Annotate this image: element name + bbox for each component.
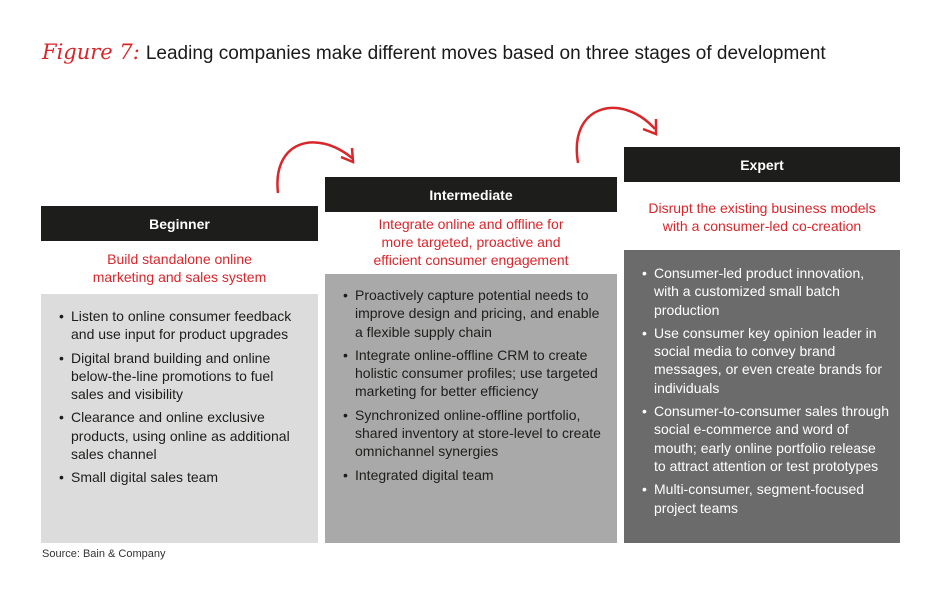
stage-header-expert: Expert: [624, 147, 900, 182]
list-item: • Integrate online-offline CRM to create holistic consumer profiles; use targeted marketing for better efficiency: [343, 346, 603, 401]
subtitle-line: more targeted, proactive and: [381, 234, 561, 250]
stage-header-intermediate: Intermediate: [325, 177, 617, 212]
list-item: • Use consumer key opinion leader in social media to convey brand messages, or even create brands for individuals: [642, 324, 890, 397]
stage-subtitle-intermediate: [325, 215, 617, 269]
list-item: • Proactively capture potential needs to improve design and pricing, and enable a flexible supply chain: [343, 286, 603, 341]
figure-label: Figure 7:: [42, 40, 140, 64]
stage-subtitle-beginner: [41, 250, 318, 286]
stage-header-beginner: Beginner: [41, 206, 318, 241]
list-item: • Listen to online consumer feedback and use input for product upgrades: [59, 307, 304, 344]
list-item: • Small digital sales team: [59, 468, 304, 486]
subtitle-line: with a consumer-led co-creation: [662, 218, 862, 234]
subtitle-line: Integrate online and offline for: [378, 216, 564, 232]
subtitle-line: Disrupt the existing business models: [648, 200, 876, 216]
list-item: • Consumer-to-consumer sales through social e-commerce and word of mouth; early online portfolio release to attract attention or test prototypes: [642, 402, 890, 475]
stage-panel-intermediate: [325, 274, 617, 543]
stage-subtitle-expert: [624, 199, 900, 235]
subtitle-line: marketing and sales system: [92, 269, 267, 285]
stage-panel-expert: [624, 250, 900, 543]
list-item: • Integrated digital team: [343, 466, 603, 484]
list-item: • Multi-consumer, segment-focused project teams: [642, 480, 890, 517]
subtitle-line: Build standalone online: [107, 251, 252, 267]
figure-title-text: Leading companies make different moves based on three stages of development: [145, 43, 826, 64]
list-item: • Consumer-led product innovation, with a customized small batch production: [642, 264, 890, 319]
source-note: Source: Bain & Company: [42, 548, 166, 560]
list-item: • Synchronized online-offline portfolio, shared inventory at store-level to create omnichannel synergies: [343, 406, 603, 461]
stage-panel-beginner: [41, 294, 318, 543]
subtitle-line: efficient consumer engagement: [373, 252, 569, 268]
list-item: • Digital brand building and online below-the-line promotions to fuel sales and visibility: [59, 349, 304, 404]
list-item: • Clearance and online exclusive products, using online as additional sales channel: [59, 408, 304, 463]
